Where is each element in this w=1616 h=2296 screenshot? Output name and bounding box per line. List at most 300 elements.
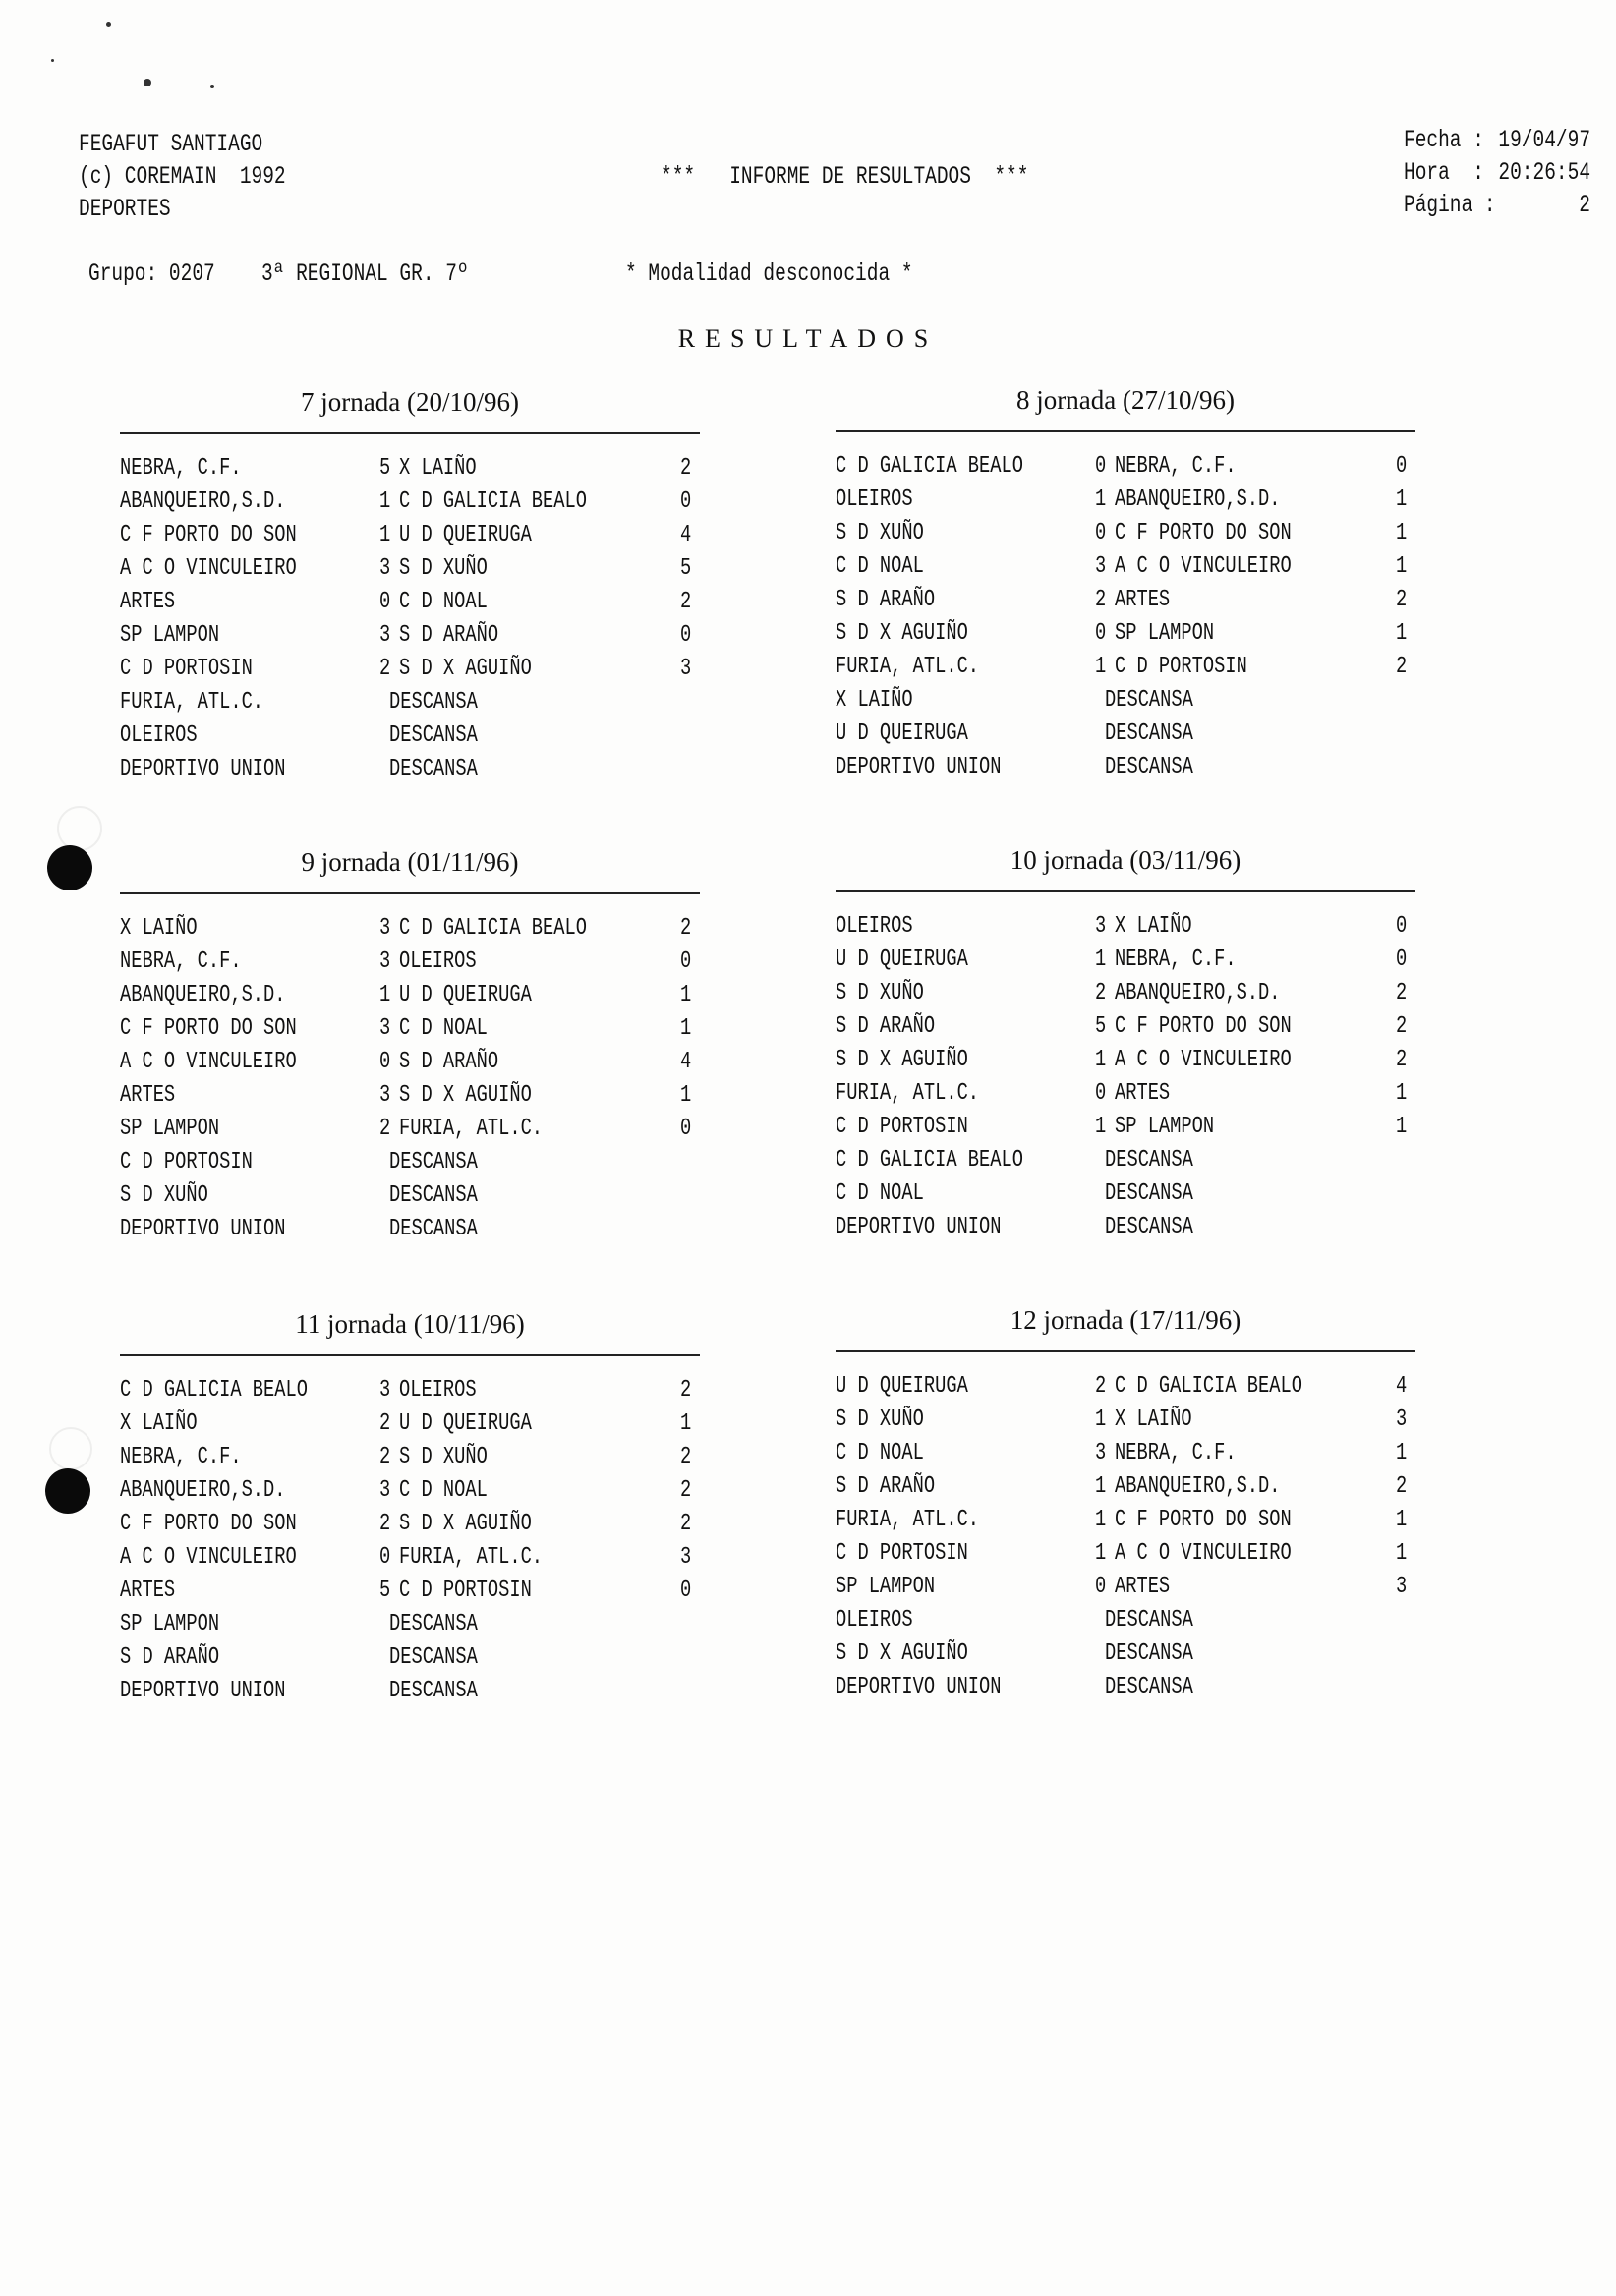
jornada-rule bbox=[120, 892, 700, 894]
descansa-label: DESCANSA bbox=[1105, 1147, 1193, 1174]
home-team: S D XUÑO bbox=[836, 520, 924, 546]
home-score: 3 bbox=[379, 1082, 391, 1109]
hora-value: 20:26:54 bbox=[1498, 158, 1590, 187]
home-score: 5 bbox=[1095, 1013, 1107, 1040]
jornada-title: 11 jornada (10/11/96) bbox=[295, 1309, 525, 1339]
department: DEPORTES bbox=[79, 195, 171, 223]
home-team: FURIA, ATL.C. bbox=[836, 654, 980, 680]
home-team: C D GALICIA BEALO bbox=[836, 453, 1023, 480]
scan-speck bbox=[210, 85, 214, 88]
home-score: 3 bbox=[379, 1015, 391, 1042]
resting-team: DEPORTIVO UNION bbox=[120, 756, 286, 782]
away-score: 0 bbox=[1396, 947, 1408, 973]
home-team: U D QUEIRUGA bbox=[836, 1373, 968, 1400]
away-team: U D QUEIRUGA bbox=[399, 1410, 532, 1437]
match-row bbox=[836, 910, 1415, 944]
match-row bbox=[836, 1571, 1415, 1604]
away-team: S D XUÑO bbox=[399, 555, 488, 582]
away-team: C F PORTO DO SON bbox=[1115, 520, 1292, 546]
away-team: X LAIÑO bbox=[1115, 913, 1192, 940]
away-team: S D XUÑO bbox=[399, 1444, 488, 1470]
rest-row bbox=[120, 719, 700, 753]
results-list bbox=[836, 450, 1415, 784]
rest-row bbox=[836, 1177, 1415, 1211]
home-team: NEBRA, C.F. bbox=[120, 948, 242, 975]
rest-row bbox=[120, 1213, 700, 1246]
home-score: 0 bbox=[1095, 1574, 1107, 1600]
descansa-label: DESCANSA bbox=[389, 689, 478, 716]
away-score: 2 bbox=[680, 1511, 692, 1537]
away-score: 0 bbox=[1396, 913, 1408, 940]
rest-row bbox=[836, 751, 1415, 784]
away-team: X LAIÑO bbox=[1115, 1406, 1192, 1433]
match-row bbox=[836, 450, 1415, 484]
home-score: 3 bbox=[379, 948, 391, 975]
home-team: C D GALICIA BEALO bbox=[120, 1377, 308, 1404]
away-score: 1 bbox=[680, 982, 692, 1008]
home-team: ARTES bbox=[120, 1578, 176, 1604]
home-score: 1 bbox=[379, 982, 391, 1008]
away-score: 0 bbox=[680, 948, 692, 975]
away-score: 0 bbox=[1396, 453, 1408, 480]
jornada-title: 10 jornada (03/11/96) bbox=[1010, 845, 1241, 875]
away-score: 0 bbox=[680, 1116, 692, 1142]
descansa-label: DESCANSA bbox=[389, 1678, 478, 1704]
away-score: 2 bbox=[680, 455, 692, 482]
match-row bbox=[120, 1541, 700, 1575]
home-team: OLEIROS bbox=[836, 487, 913, 513]
away-score: 0 bbox=[680, 1578, 692, 1604]
away-team: A C O VINCULEIRO bbox=[1115, 553, 1292, 580]
match-row bbox=[836, 1437, 1415, 1470]
away-team: C D GALICIA BEALO bbox=[399, 915, 587, 942]
resting-team: C D GALICIA BEALO bbox=[836, 1147, 1023, 1174]
home-score: 1 bbox=[1095, 947, 1107, 973]
scan-speck bbox=[51, 59, 54, 62]
group-label: Grupo: 0207 bbox=[88, 259, 215, 288]
home-score: 2 bbox=[379, 1444, 391, 1470]
section-title: RESULTADOS bbox=[677, 324, 939, 353]
match-row bbox=[836, 484, 1415, 517]
descansa-label: DESCANSA bbox=[1105, 1674, 1193, 1700]
punch-hole bbox=[47, 845, 92, 890]
home-team: FURIA, ATL.C. bbox=[836, 1080, 980, 1107]
away-team: ABANQUEIRO,S.D. bbox=[1115, 1473, 1281, 1500]
home-team: U D QUEIRUGA bbox=[836, 947, 968, 973]
away-team: C D GALICIA BEALO bbox=[399, 488, 587, 515]
match-row bbox=[120, 1441, 700, 1474]
away-score: 2 bbox=[1396, 587, 1408, 613]
away-score: 3 bbox=[680, 1544, 692, 1571]
jornada-title: 8 jornada (27/10/96) bbox=[1016, 385, 1235, 415]
home-score: 3 bbox=[1095, 1440, 1107, 1466]
away-score: 2 bbox=[1396, 1473, 1408, 1500]
rest-row bbox=[120, 1179, 700, 1213]
descansa-label: DESCANSA bbox=[389, 1182, 478, 1209]
rest-row bbox=[836, 1637, 1415, 1671]
home-team: SP LAMPON bbox=[120, 1116, 220, 1142]
home-team: FURIA, ATL.C. bbox=[836, 1507, 980, 1533]
away-score: 3 bbox=[1396, 1574, 1408, 1600]
jornada-rule bbox=[836, 430, 1415, 432]
descansa-label: DESCANSA bbox=[1105, 687, 1193, 714]
home-team: ABANQUEIRO,S.D. bbox=[120, 488, 286, 515]
away-team: S D X AGUIÑO bbox=[399, 1511, 532, 1537]
rest-row bbox=[836, 1211, 1415, 1244]
pagina-label: Página : bbox=[1404, 191, 1496, 219]
home-team: A C O VINCULEIRO bbox=[120, 1049, 297, 1075]
descansa-label: DESCANSA bbox=[389, 756, 478, 782]
modalidad: * Modalidad desconocida * bbox=[625, 259, 913, 288]
away-team: NEBRA, C.F. bbox=[1115, 1440, 1237, 1466]
copyright: (c) COREMAIN 1992 bbox=[79, 162, 286, 191]
rest-row bbox=[120, 686, 700, 719]
away-score: 1 bbox=[1396, 520, 1408, 546]
home-team: S D ARAÑO bbox=[836, 1013, 936, 1040]
home-team: ARTES bbox=[120, 589, 176, 615]
away-score: 5 bbox=[680, 555, 692, 582]
away-team: ARTES bbox=[1115, 1080, 1171, 1107]
home-score: 1 bbox=[1095, 1540, 1107, 1567]
home-team: NEBRA, C.F. bbox=[120, 1444, 242, 1470]
rest-row bbox=[120, 1641, 700, 1675]
away-score: 1 bbox=[1396, 553, 1408, 580]
away-team: S D X AGUIÑO bbox=[399, 656, 532, 682]
home-score: 1 bbox=[379, 488, 391, 515]
home-team: SP LAMPON bbox=[120, 622, 220, 649]
match-row bbox=[836, 1404, 1415, 1437]
away-score: 1 bbox=[680, 1410, 692, 1437]
match-row bbox=[120, 1046, 700, 1079]
home-team: S D XUÑO bbox=[836, 1406, 924, 1433]
home-team: C D PORTOSIN bbox=[836, 1540, 968, 1567]
jornada-title: 9 jornada (01/11/96) bbox=[301, 847, 519, 877]
away-score: 4 bbox=[680, 1049, 692, 1075]
away-score: 2 bbox=[1396, 980, 1408, 1006]
home-team: OLEIROS bbox=[836, 913, 913, 940]
home-score: 3 bbox=[379, 1477, 391, 1504]
away-team: C F PORTO DO SON bbox=[1115, 1507, 1292, 1533]
home-team: S D X AGUIÑO bbox=[836, 1047, 968, 1073]
away-score: 3 bbox=[680, 656, 692, 682]
home-score: 1 bbox=[1095, 1114, 1107, 1140]
scan-speck bbox=[144, 79, 151, 86]
away-team: A C O VINCULEIRO bbox=[1115, 1047, 1292, 1073]
jornada-rule bbox=[120, 1354, 700, 1356]
home-team: C F PORTO DO SON bbox=[120, 1015, 297, 1042]
away-team: OLEIROS bbox=[399, 948, 477, 975]
jornada-title: 12 jornada (17/11/96) bbox=[1010, 1305, 1241, 1335]
descansa-label: DESCANSA bbox=[389, 722, 478, 749]
punch-hole-shadow bbox=[57, 806, 102, 851]
resting-team: S D X AGUIÑO bbox=[836, 1640, 968, 1667]
match-row bbox=[120, 1113, 700, 1146]
home-score: 1 bbox=[1095, 1406, 1107, 1433]
home-score: 3 bbox=[379, 1377, 391, 1404]
match-row bbox=[836, 584, 1415, 617]
match-row bbox=[120, 1407, 700, 1441]
away-team: SP LAMPON bbox=[1115, 1114, 1215, 1140]
away-score: 1 bbox=[1396, 1114, 1408, 1140]
away-score: 1 bbox=[1396, 1440, 1408, 1466]
away-team: U D QUEIRUGA bbox=[399, 522, 532, 548]
home-score: 0 bbox=[379, 1544, 391, 1571]
resting-team: X LAIÑO bbox=[836, 687, 913, 714]
match-row bbox=[120, 1012, 700, 1046]
match-row bbox=[836, 517, 1415, 550]
home-team: S D X AGUIÑO bbox=[836, 620, 968, 647]
home-team: C D NOAL bbox=[836, 553, 924, 580]
home-score: 0 bbox=[1095, 453, 1107, 480]
home-team: C D NOAL bbox=[836, 1440, 924, 1466]
match-row bbox=[836, 1044, 1415, 1077]
match-row bbox=[120, 1374, 700, 1407]
group-category: 3ª REGIONAL GR. 7º bbox=[261, 259, 469, 288]
resting-team: S D ARAÑO bbox=[120, 1644, 220, 1671]
away-score: 1 bbox=[680, 1015, 692, 1042]
away-team: ABANQUEIRO,S.D. bbox=[1115, 980, 1281, 1006]
away-score: 4 bbox=[680, 522, 692, 548]
away-score: 2 bbox=[680, 1444, 692, 1470]
away-team: C D NOAL bbox=[399, 1477, 488, 1504]
away-score: 1 bbox=[1396, 620, 1408, 647]
match-row bbox=[836, 1077, 1415, 1111]
home-score: 1 bbox=[1095, 1047, 1107, 1073]
home-team: X LAIÑO bbox=[120, 915, 198, 942]
home-team: SP LAMPON bbox=[836, 1574, 936, 1600]
away-team: ABANQUEIRO,S.D. bbox=[1115, 487, 1281, 513]
match-row bbox=[836, 1504, 1415, 1537]
resting-team: SP LAMPON bbox=[120, 1611, 220, 1637]
match-row bbox=[120, 586, 700, 619]
home-team: C D PORTOSIN bbox=[120, 656, 253, 682]
away-score: 0 bbox=[680, 488, 692, 515]
punch-hole bbox=[45, 1468, 90, 1514]
home-score: 3 bbox=[1095, 553, 1107, 580]
match-row bbox=[120, 1079, 700, 1113]
results-list bbox=[836, 910, 1415, 1244]
resting-team: U D QUEIRUGA bbox=[836, 720, 968, 747]
home-score: 0 bbox=[1095, 520, 1107, 546]
fecha-label: Fecha : bbox=[1404, 126, 1484, 154]
match-row bbox=[120, 912, 700, 946]
match-row bbox=[836, 1370, 1415, 1404]
home-score: 2 bbox=[379, 1410, 391, 1437]
descansa-label: DESCANSA bbox=[1105, 754, 1193, 780]
rest-row bbox=[120, 753, 700, 786]
match-row bbox=[836, 1537, 1415, 1571]
match-row bbox=[120, 452, 700, 486]
match-row bbox=[836, 617, 1415, 651]
hora-label: Hora : bbox=[1404, 158, 1484, 187]
home-score: 1 bbox=[379, 522, 391, 548]
resting-team: DEPORTIVO UNION bbox=[836, 754, 1002, 780]
away-team: C D PORTOSIN bbox=[1115, 654, 1247, 680]
match-row bbox=[120, 1474, 700, 1508]
home-score: 2 bbox=[379, 1511, 391, 1537]
scan-speck bbox=[106, 22, 111, 27]
resting-team: C D NOAL bbox=[836, 1180, 924, 1207]
away-score: 2 bbox=[1396, 654, 1408, 680]
match-row bbox=[120, 1575, 700, 1608]
home-score: 0 bbox=[379, 589, 391, 615]
pagina-value: 2 bbox=[1579, 191, 1590, 219]
resting-team: DEPORTIVO UNION bbox=[120, 1216, 286, 1242]
jornada-rule bbox=[836, 890, 1415, 892]
away-score: 3 bbox=[1396, 1406, 1408, 1433]
home-score: 1 bbox=[1095, 654, 1107, 680]
home-team: ABANQUEIRO,S.D. bbox=[120, 1477, 286, 1504]
match-row bbox=[120, 653, 700, 686]
home-score: 2 bbox=[1095, 587, 1107, 613]
home-score: 5 bbox=[379, 1578, 391, 1604]
match-row bbox=[120, 619, 700, 653]
match-row bbox=[836, 1470, 1415, 1504]
resting-team: DEPORTIVO UNION bbox=[120, 1678, 286, 1704]
away-team: FURIA, ATL.C. bbox=[399, 1544, 544, 1571]
away-team: NEBRA, C.F. bbox=[1115, 453, 1237, 480]
resting-team: OLEIROS bbox=[836, 1607, 913, 1634]
home-score: 2 bbox=[1095, 980, 1107, 1006]
away-score: 2 bbox=[680, 915, 692, 942]
away-team: OLEIROS bbox=[399, 1377, 477, 1404]
rest-row bbox=[836, 1144, 1415, 1177]
descansa-label: DESCANSA bbox=[1105, 1607, 1193, 1634]
away-score: 2 bbox=[680, 1477, 692, 1504]
away-score: 1 bbox=[1396, 1540, 1408, 1567]
away-team: ARTES bbox=[1115, 1574, 1171, 1600]
descansa-label: DESCANSA bbox=[389, 1216, 478, 1242]
punch-hole-shadow bbox=[49, 1427, 92, 1470]
away-score: 1 bbox=[1396, 1507, 1408, 1533]
away-team: S D ARAÑO bbox=[399, 622, 499, 649]
descansa-label: DESCANSA bbox=[389, 1611, 478, 1637]
descansa-label: DESCANSA bbox=[389, 1644, 478, 1671]
match-row bbox=[836, 977, 1415, 1010]
rest-row bbox=[120, 1675, 700, 1708]
away-score: 2 bbox=[680, 1377, 692, 1404]
away-team: FURIA, ATL.C. bbox=[399, 1116, 544, 1142]
away-team: C D NOAL bbox=[399, 1015, 488, 1042]
away-team: SP LAMPON bbox=[1115, 620, 1215, 647]
home-score: 1 bbox=[1095, 487, 1107, 513]
descansa-label: DESCANSA bbox=[1105, 1640, 1193, 1667]
match-row bbox=[836, 944, 1415, 977]
rest-row bbox=[836, 1604, 1415, 1637]
match-row bbox=[120, 1508, 700, 1541]
away-team: C D PORTOSIN bbox=[399, 1578, 532, 1604]
home-score: 0 bbox=[1095, 1080, 1107, 1107]
away-score: 1 bbox=[1396, 487, 1408, 513]
descansa-label: DESCANSA bbox=[1105, 720, 1193, 747]
fecha-value: 19/04/97 bbox=[1498, 126, 1590, 154]
match-row bbox=[120, 552, 700, 586]
match-row bbox=[120, 486, 700, 519]
home-score: 1 bbox=[1095, 1507, 1107, 1533]
resting-team: S D XUÑO bbox=[120, 1182, 208, 1209]
home-team: C F PORTO DO SON bbox=[120, 1511, 297, 1537]
match-row bbox=[120, 979, 700, 1012]
resting-team: DEPORTIVO UNION bbox=[836, 1674, 1002, 1700]
descansa-label: DESCANSA bbox=[1105, 1180, 1193, 1207]
home-score: 0 bbox=[379, 1049, 391, 1075]
resting-team: DEPORTIVO UNION bbox=[836, 1214, 1002, 1240]
rest-row bbox=[836, 718, 1415, 751]
rest-row bbox=[836, 1671, 1415, 1704]
away-score: 0 bbox=[680, 622, 692, 649]
away-team: U D QUEIRUGA bbox=[399, 982, 532, 1008]
home-team: ABANQUEIRO,S.D. bbox=[120, 982, 286, 1008]
match-row bbox=[836, 1111, 1415, 1144]
descansa-label: DESCANSA bbox=[1105, 1214, 1193, 1240]
away-team: C F PORTO DO SON bbox=[1115, 1013, 1292, 1040]
home-team: ARTES bbox=[120, 1082, 176, 1109]
home-team: C D PORTOSIN bbox=[836, 1114, 968, 1140]
away-team: S D X AGUIÑO bbox=[399, 1082, 532, 1109]
away-score: 2 bbox=[1396, 1047, 1408, 1073]
home-score: 3 bbox=[379, 555, 391, 582]
away-team: C D NOAL bbox=[399, 589, 488, 615]
home-score: 2 bbox=[379, 656, 391, 682]
jornada-rule bbox=[120, 432, 700, 434]
away-score: 2 bbox=[1396, 1013, 1408, 1040]
home-score: 3 bbox=[1095, 913, 1107, 940]
away-score: 1 bbox=[1396, 1080, 1408, 1107]
away-score: 4 bbox=[1396, 1373, 1408, 1400]
org-name: FEGAFUT SANTIAGO bbox=[79, 130, 263, 158]
home-score: 5 bbox=[379, 455, 391, 482]
home-team: C F PORTO DO SON bbox=[120, 522, 297, 548]
jornada-rule bbox=[836, 1350, 1415, 1352]
home-team: S D ARAÑO bbox=[836, 587, 936, 613]
home-team: A C O VINCULEIRO bbox=[120, 1544, 297, 1571]
home-team: NEBRA, C.F. bbox=[120, 455, 242, 482]
home-team: S D XUÑO bbox=[836, 980, 924, 1006]
away-team: C D GALICIA BEALO bbox=[1115, 1373, 1302, 1400]
report-title: *** INFORME DE RESULTADOS *** bbox=[661, 162, 1029, 191]
rest-row bbox=[836, 684, 1415, 718]
away-score: 2 bbox=[680, 589, 692, 615]
match-row bbox=[836, 1010, 1415, 1044]
jornada-title: 7 jornada (20/10/96) bbox=[301, 387, 519, 417]
away-team: A C O VINCULEIRO bbox=[1115, 1540, 1292, 1567]
home-team: A C O VINCULEIRO bbox=[120, 555, 297, 582]
away-team: S D ARAÑO bbox=[399, 1049, 499, 1075]
home-score: 0 bbox=[1095, 620, 1107, 647]
match-row bbox=[836, 651, 1415, 684]
home-score: 3 bbox=[379, 915, 391, 942]
match-row bbox=[120, 519, 700, 552]
home-score: 2 bbox=[1095, 1373, 1107, 1400]
away-team: ARTES bbox=[1115, 587, 1171, 613]
rest-row bbox=[120, 1608, 700, 1641]
results-list bbox=[120, 452, 700, 786]
resting-team: C D PORTOSIN bbox=[120, 1149, 253, 1176]
match-row bbox=[836, 550, 1415, 584]
home-team: X LAIÑO bbox=[120, 1410, 198, 1437]
away-team: NEBRA, C.F. bbox=[1115, 947, 1237, 973]
rest-row bbox=[120, 1146, 700, 1179]
results-list bbox=[120, 912, 700, 1246]
home-score: 2 bbox=[379, 1116, 391, 1142]
resting-team: FURIA, ATL.C. bbox=[120, 689, 264, 716]
away-score: 1 bbox=[680, 1082, 692, 1109]
resting-team: OLEIROS bbox=[120, 722, 198, 749]
home-score: 1 bbox=[1095, 1473, 1107, 1500]
home-team: S D ARAÑO bbox=[836, 1473, 936, 1500]
results-list bbox=[836, 1370, 1415, 1704]
away-team: X LAIÑO bbox=[399, 455, 477, 482]
